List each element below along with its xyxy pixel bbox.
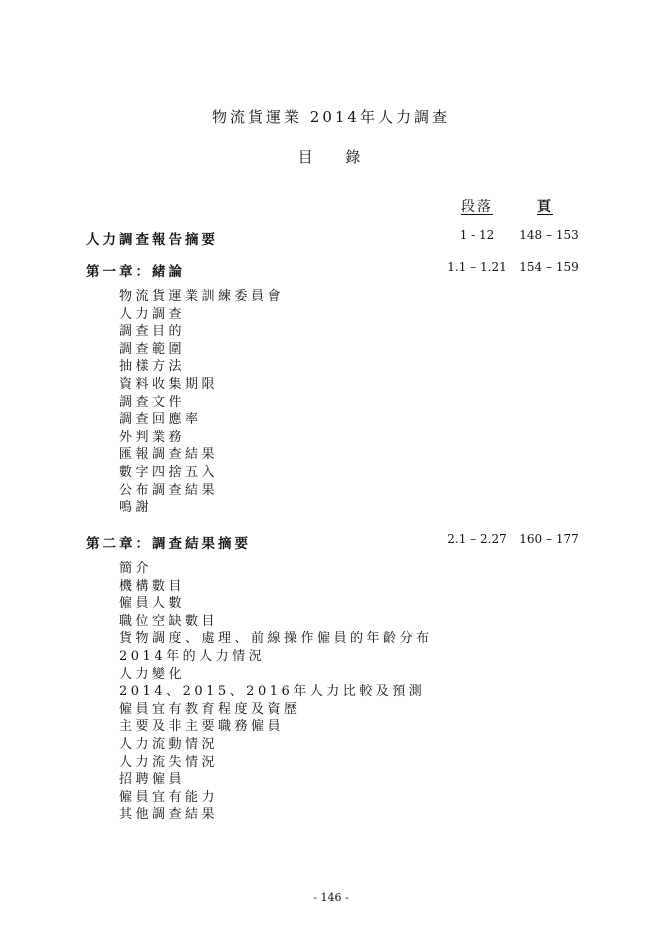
list-item: 人力調查: [119, 306, 186, 322]
list-item: 僱員宜有教育程度及資歷: [119, 701, 301, 717]
toc-section-summary: [0, 228, 662, 248]
list-item: 招聘僱員: [119, 772, 186, 788]
list-item: 貨物調度、處理、前線操作僱員的年齡分布: [119, 631, 433, 647]
list-item: 僱員人數: [119, 596, 186, 612]
document-title: 物流貨運業 2014年人力調查: [212, 108, 450, 126]
section-paragraphs: 1 - 12: [459, 228, 495, 242]
column-header-paragraph: 段落: [461, 199, 493, 215]
list-item: 職位空缺數目: [119, 613, 219, 629]
section-title: 第一章：緒論: [86, 264, 185, 280]
list-item: 鳴謝: [119, 500, 153, 516]
section-pages: 160 – 177: [519, 532, 579, 546]
page-number: - 146 -: [313, 891, 349, 904]
column-header-page: 頁: [537, 199, 553, 215]
list-item: 僱員宜有能力: [119, 789, 219, 805]
list-item: 資料收集期限: [119, 376, 219, 392]
list-item: 匯報調查結果: [119, 447, 219, 463]
list-item: 人力變化: [119, 666, 186, 682]
toc-heading: 目 錄: [297, 148, 375, 166]
section-title: 人力調查報告摘要: [86, 232, 218, 248]
list-item: 2014年的人力情況: [119, 648, 266, 664]
chapter-2-topic-list: [119, 560, 433, 824]
section-paragraphs: 2.1 – 2.27: [447, 532, 507, 546]
chapter-1-topic-list: [119, 288, 284, 517]
section-pages: 154 – 159: [519, 260, 579, 274]
list-item: 人力流動情況: [119, 736, 219, 752]
list-item: 調查回應率: [119, 412, 202, 428]
list-item: 數字四捨五入: [119, 464, 219, 480]
list-item: 公布調查結果: [119, 482, 219, 498]
section-pages: 148 – 153: [519, 228, 579, 242]
section-title: 第二章：調查結果摘要: [86, 536, 251, 552]
list-item: 外判業務: [119, 429, 186, 445]
list-item: 2014、2015、2016年人力比較及預測: [119, 684, 426, 700]
list-item: 物流貨運業訓練委員會: [119, 289, 285, 304]
list-item: 主要及非主要職務僱員: [119, 719, 285, 735]
list-item: 調查文件: [119, 394, 186, 410]
list-item: 調查範圍: [119, 341, 186, 357]
toc-section-chapter-1: [0, 260, 662, 280]
list-item: 其他調查結果: [119, 807, 219, 823]
list-item: 簡介: [119, 561, 153, 576]
section-paragraphs: 1.1 – 1.21: [447, 260, 507, 274]
list-item: 調查目的: [119, 324, 186, 340]
list-item: 抽樣方法: [119, 359, 186, 375]
list-item: 人力流失情況: [119, 754, 219, 770]
list-item: 機構數目: [119, 578, 186, 594]
toc-section-chapter-2: [0, 532, 662, 552]
